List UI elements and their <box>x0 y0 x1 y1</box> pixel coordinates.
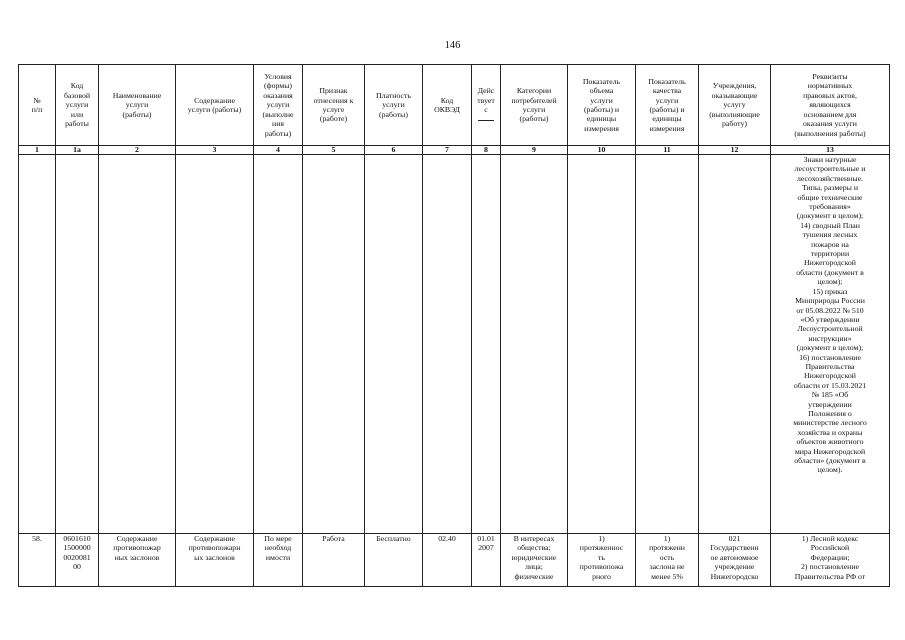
okved: 02.40 <box>438 534 456 543</box>
column-number: 11 <box>636 146 699 155</box>
quality: 1) протяженн ость заслона не менее 5% <box>649 534 685 581</box>
empty-cell <box>365 155 423 534</box>
conditions: По мере необход имости <box>264 534 292 562</box>
empty-cell <box>56 155 99 534</box>
acts-continuation-cell <box>771 155 890 534</box>
empty-cell <box>699 155 771 534</box>
payment: Бесплатно <box>376 534 411 543</box>
header-cell-since <box>472 65 501 146</box>
header-cell-code: Код базовой услуги или работы <box>56 65 99 146</box>
column-number: 12 <box>699 146 771 155</box>
empty-cell <box>501 155 568 534</box>
header-cell-content: Содержание услуги (работы) <box>176 65 254 146</box>
service-name: Содержание противопожар ных заслонов <box>113 534 161 562</box>
column-number: 8 <box>472 146 501 155</box>
volume: 1) протяженнос ть противопожа рного <box>579 534 624 581</box>
conditions-cell <box>254 534 303 587</box>
continuation-row <box>19 155 890 534</box>
empty-cell <box>568 155 636 534</box>
column-number: 1а <box>56 146 99 155</box>
header-cell-payment: Платность услуги (работы) <box>365 65 423 146</box>
empty-cell <box>19 155 56 534</box>
header-cell-sign: Признак отнесения к услуге (работе) <box>303 65 365 146</box>
column-number: 1 <box>19 146 56 155</box>
service-content: Содержание противопожарн ых заслонов <box>188 534 241 562</box>
column-number: 13 <box>771 146 890 155</box>
quality-cell <box>636 534 699 587</box>
registry-table <box>18 64 890 587</box>
empty-cell <box>423 155 472 534</box>
column-number: 2 <box>99 146 176 155</box>
acts: 1) Лесной кодекс Российской Федерации; 2) постановление Правительства РФ от <box>794 534 866 581</box>
since: 01.01 2007 <box>477 534 495 553</box>
empty-cell <box>636 155 699 534</box>
header-cell-institutions: Учреждения, оказывающие услугу (выполняющие работу) <box>699 65 771 146</box>
sign-cell <box>303 534 365 587</box>
header-row <box>19 65 890 146</box>
column-number: 6 <box>365 146 423 155</box>
header-cell-volume: Показатель объема услуги (работы) и единицы измерения <box>568 65 636 146</box>
header-cell-quality: Показатель качества услуги (работы) и единицы измерения <box>636 65 699 146</box>
column-number-row <box>19 146 890 155</box>
acts-continuation-text: Знаки натурные лесоустроительные и лесохозяйственные. Типы, размеры и общие технические требования» (документ в целом); 14) сводный План тушения лесных пожаров на территории Нижегородской области (документ в целом); 15) приказ Минприроды России от 05.08.2022 № 510 «Об утверждении Лесоустроительной инструкции» (документ в целом); 16) постановление Правительства Нижегородской области от 15.03.2021 № 185 «Об утверждении Положения о министерстве лесного хозяйства и охраны объектов животного мира Нижегородской области» (документ в целом). <box>793 155 867 475</box>
header-cell-okved: Код ОКВЭД <box>423 65 472 146</box>
column-number: 4 <box>254 146 303 155</box>
column-number: 10 <box>568 146 636 155</box>
okved-cell <box>423 534 472 587</box>
empty-cell <box>254 155 303 534</box>
underline-dash <box>478 119 494 121</box>
row-number-cell <box>19 534 56 587</box>
service-code-cell <box>56 534 99 587</box>
sign: Работа <box>322 534 345 543</box>
header-cell-acts: Реквизиты нормативных правовых актов, являющихся основанием для оказания услуги (выполнения работы) <box>771 65 890 146</box>
page-number: 146 <box>444 40 461 51</box>
header-cell-consumers: Категории потребителей услуги (работы) <box>501 65 568 146</box>
institutions: 021 Государственн ое автономное учреждение Нижегородско <box>710 534 759 581</box>
service-name-cell <box>99 534 176 587</box>
payment-cell <box>365 534 423 587</box>
column-number: 7 <box>423 146 472 155</box>
column-number: 9 <box>501 146 568 155</box>
row-number: 58. <box>32 534 42 543</box>
since-cell <box>472 534 501 587</box>
consumers-cell <box>501 534 568 587</box>
consumers: В интересах общества; юридические лица; физические <box>511 534 557 581</box>
column-number: 3 <box>176 146 254 155</box>
header-cell-conditions: Условия (формы) оказания услуги (выполне ния работы) <box>254 65 303 146</box>
table-row <box>19 534 890 587</box>
service-content-cell <box>176 534 254 587</box>
empty-cell <box>176 155 254 534</box>
header-cell-since-label: Дейс твует с <box>477 86 495 114</box>
empty-cell <box>472 155 501 534</box>
institutions-cell <box>699 534 771 587</box>
empty-cell <box>303 155 365 534</box>
service-code: 0601610 1500000 0020081 00 <box>63 534 91 572</box>
column-number: 5 <box>303 146 365 155</box>
header-cell-number: № п/п <box>19 65 56 146</box>
empty-cell <box>99 155 176 534</box>
header-cell-name: Наименование услуги (работы) <box>99 65 176 146</box>
acts-cell <box>771 534 890 587</box>
volume-cell <box>568 534 636 587</box>
